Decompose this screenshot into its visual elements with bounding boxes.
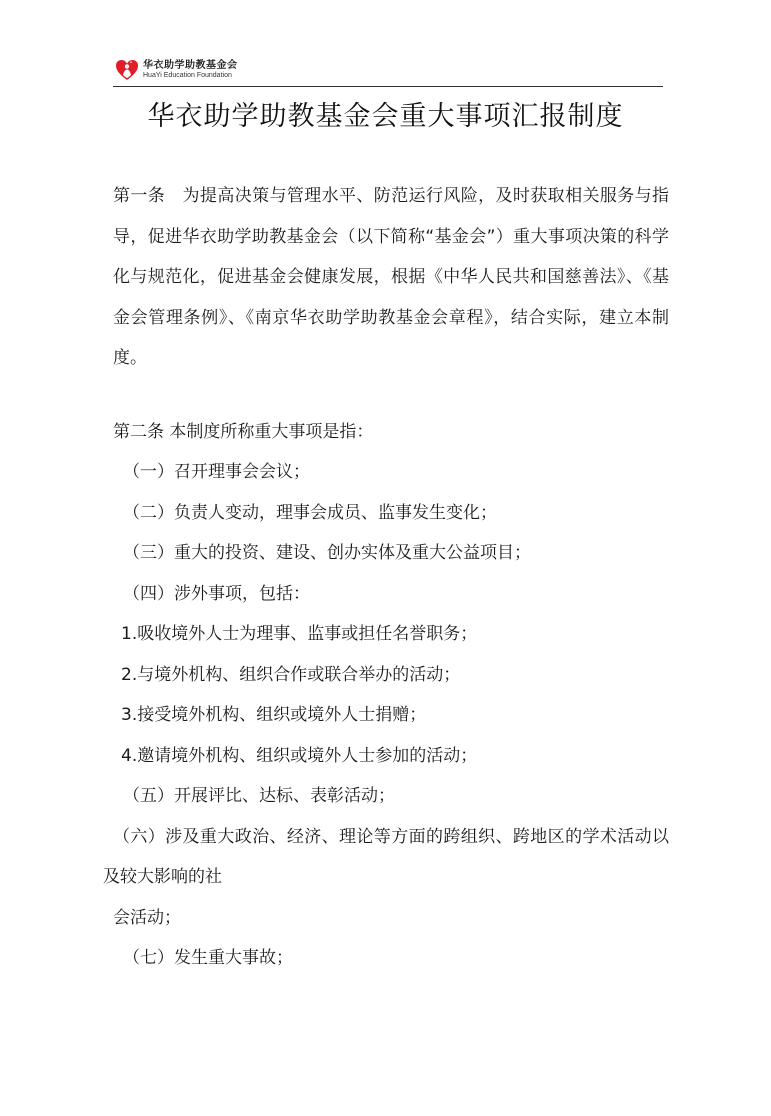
document-title: 华衣助学助教基金会重大事项汇报制度	[147, 101, 624, 132]
list-item: （一）召开理事会会议；	[123, 462, 310, 482]
document-body	[103, 176, 669, 979]
paragraph-gap	[113, 379, 669, 412]
list-item: （三）重大的投资、建设、创办实体及重大公益项目；	[123, 543, 531, 563]
org-name-en: HuaYi Education Foundation	[143, 72, 232, 79]
list-item: 1.吸收境外人士为理事、监事或担任名誉职务；	[121, 624, 478, 644]
org-name-cn: 华衣助学助教基金会	[143, 60, 238, 71]
list-item: 2.与境外机构、组织合作或联合举办的活动；	[121, 664, 461, 685]
document-header	[113, 55, 663, 87]
list-item-continuation: 会活动；	[113, 907, 181, 928]
list-item: （二）负责人变动，理事会成员、监事发生变化；	[123, 502, 497, 523]
article-1: 第一条 为提高决策与管理水平、防范运行风险，及时获取相关服务与指导，促进华衣助学助教基金会（以下简称“基金会”）重大事项决策的科学化与规范化，促进基金会健康发展，根据《中华人民共和国慈善法》、《基金会管理条例》、《南京华衣助学助教基金会章程》，结合实际，建立本制度。	[113, 186, 669, 368]
list-item: 3.接受境外机构、组织或境外人士捐赠；	[121, 705, 427, 725]
list-item: （七）发生重大事故；	[123, 948, 293, 968]
list-item: 4.邀请境外机构、组织或境外人士参加的活动；	[121, 745, 478, 766]
list-item	[103, 817, 669, 898]
article-2-intro: 第二条 本制度所称重大事项是指：	[113, 421, 374, 442]
list-item-text: （六）涉及重大政治、经济、理论等方面的跨组织、跨地区的学术活动以及较大影响的社	[103, 826, 669, 887]
list-item: （五）开展评比、达标、表彰活动；	[123, 786, 395, 806]
header-divider	[113, 86, 663, 87]
heart-figure-logo-icon	[115, 58, 139, 82]
list-item: （四）涉外事项，包括：	[123, 583, 310, 604]
